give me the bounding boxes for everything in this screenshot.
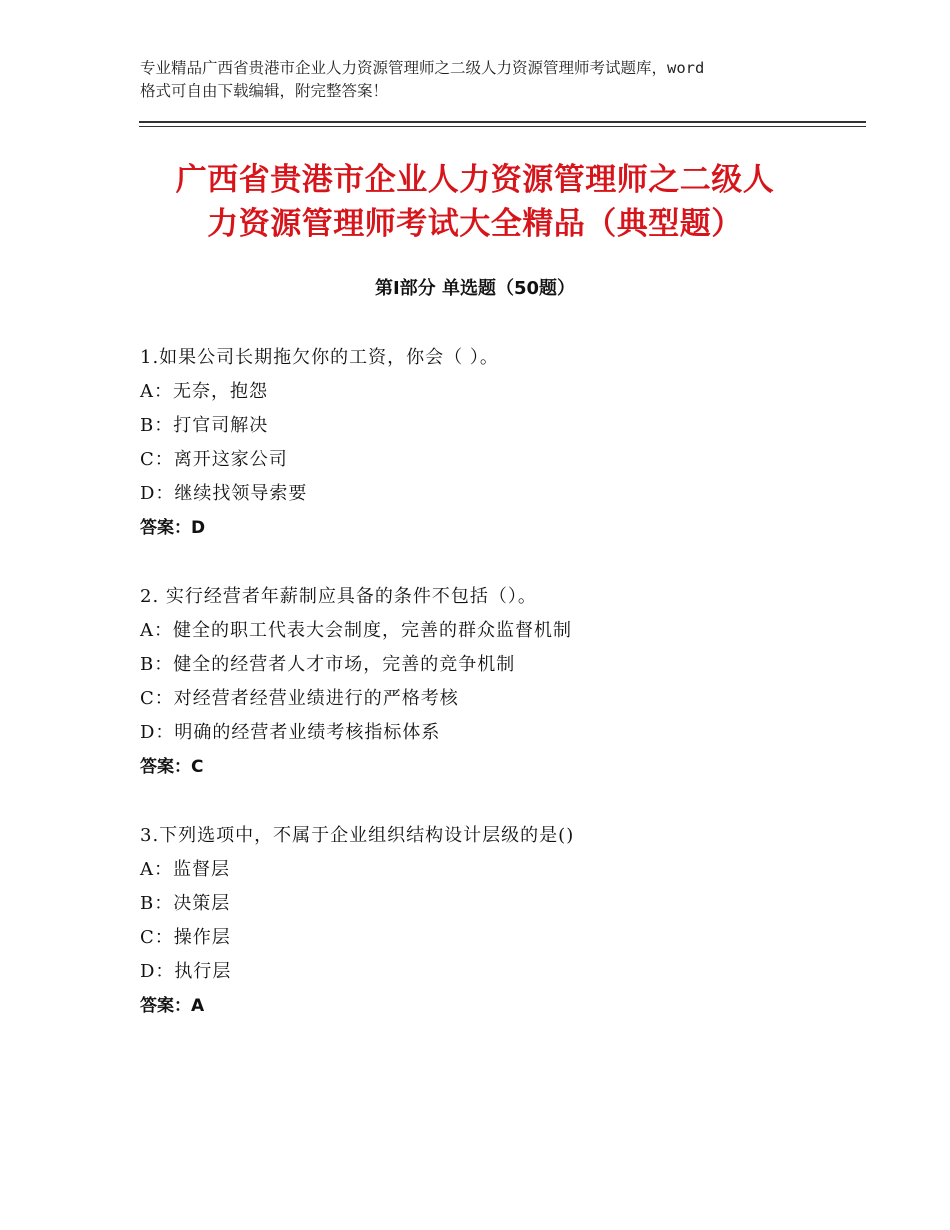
option-d: D：执行层 [140,961,232,982]
header-divider-thick [139,121,866,123]
option-c: C：操作层 [140,927,231,948]
answer-line: 答案：D [140,518,206,538]
question-stem: 3.下列选项中，不属于企业组织结构设计层级的是() [140,825,575,846]
header-divider-thin [139,126,866,127]
option-d: D：明确的经营者业绩考核指标体系 [140,722,441,743]
document-title [100,158,850,246]
header-note-line-2: 格式可自由下载编辑，附完整答案！ [140,82,389,100]
document-title-line-1: 广西省贵港市企业人力资源管理师之二级人 [175,162,775,198]
option-c: C：离开这家公司 [140,449,288,470]
question-stem: 1.如果公司长期拖欠你的工资，你会（ ）。 [140,347,499,368]
option-b: B：决策层 [140,893,231,914]
header-note [140,57,830,103]
option-a: A：监督层 [140,859,230,880]
question-stem: 2. 实行经营者年薪制应具备的条件不包括（）。 [140,586,537,607]
question-2 [140,580,860,784]
option-a: A：无奈，抱怨 [140,381,268,402]
header-note-line-1: 专业精品广西省贵港市企业人力资源管理师之二级人力资源管理师考试题库，word [140,59,705,77]
answer-line: 答案：A [140,996,205,1016]
document-title-line-2: 力资源管理师考试大全精品（典型题） [207,206,743,242]
question-3 [140,819,860,1023]
section-heading: 第Ⅰ部分 单选题（50题） [374,278,575,299]
option-b: B：健全的经营者人才市场，完善的竞争机制 [140,654,516,675]
option-b: B：打官司解决 [140,415,269,436]
option-a: A：健全的职工代表大会制度，完善的群众监督机制 [140,620,572,641]
option-c: C：对经营者经营业绩进行的严格考核 [140,688,459,709]
option-d: D：继续找领导索要 [140,483,308,504]
answer-line: 答案：C [140,757,204,777]
question-1 [140,341,860,545]
